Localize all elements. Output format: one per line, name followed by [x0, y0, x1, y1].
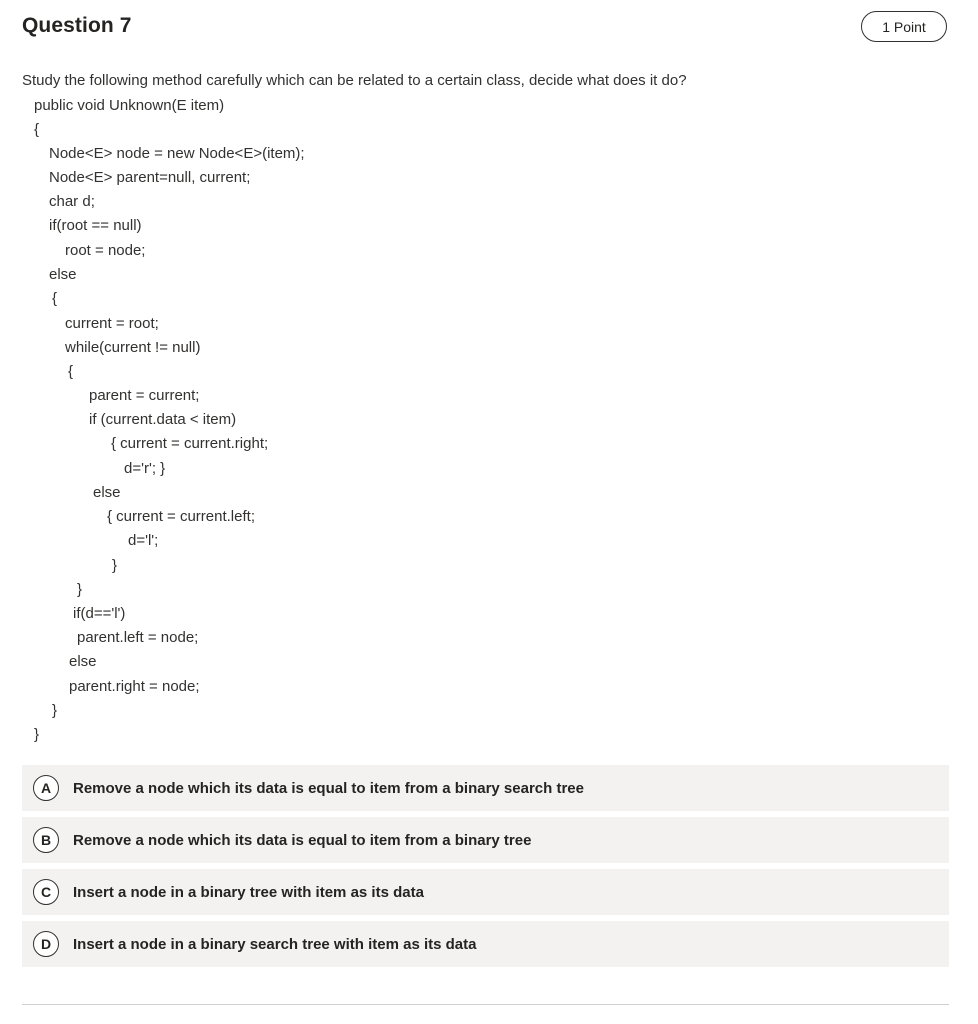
- code-line: while(current != null): [65, 339, 201, 356]
- code-line: if (current.data < item): [89, 411, 237, 428]
- option-d-text: Insert a node in a binary search tree with item as its data: [73, 935, 477, 953]
- option-a-letter: A: [33, 775, 59, 801]
- option-c-text: Insert a node in a binary tree with item as its data: [73, 883, 424, 901]
- code-line: }: [77, 581, 83, 598]
- option-b-text: Remove a node which its data is equal to item from a binary tree: [73, 831, 532, 849]
- code-line: char d;: [49, 193, 95, 210]
- code-line: {: [52, 290, 58, 307]
- code-line: { current = current.right;: [111, 435, 269, 452]
- code-line: }: [52, 702, 58, 719]
- code-line: else: [69, 653, 97, 670]
- option-d-letter: D: [33, 931, 59, 957]
- option-a[interactable]: [22, 765, 949, 811]
- points-badge: 1 Point: [861, 11, 947, 42]
- question-title: Question 7: [22, 14, 132, 37]
- code-line: { current = current.left;: [107, 508, 255, 525]
- code-line: Node<E> node = new Node<E>(item);: [49, 145, 305, 162]
- code-line: }: [34, 726, 40, 743]
- question-prompt: Study the following method carefully which can be related to a certain class, decide what does it do?: [22, 72, 687, 89]
- code-line: if(d=='l'): [73, 605, 126, 622]
- option-b-letter: B: [33, 827, 59, 853]
- code-line: public void Unknown(E item): [34, 97, 225, 114]
- code-line: parent.right = node;: [69, 678, 200, 695]
- code-line: current = root;: [65, 315, 159, 332]
- code-line: else: [93, 484, 121, 501]
- divider: [22, 1004, 949, 1005]
- code-line: }: [112, 557, 118, 574]
- code-line: if(root == null): [49, 217, 142, 234]
- code-line: else: [49, 266, 77, 283]
- code-line: d='r'; }: [124, 460, 166, 477]
- option-a-text: Remove a node which its data is equal to item from a binary search tree: [73, 779, 584, 797]
- option-c-letter: C: [33, 879, 59, 905]
- option-b[interactable]: [22, 817, 949, 863]
- code-line: root = node;: [65, 242, 146, 259]
- option-c[interactable]: [22, 869, 949, 915]
- option-d[interactable]: [22, 921, 949, 967]
- code-line: {: [34, 121, 40, 138]
- code-line: Node<E> parent=null, current;: [49, 169, 251, 186]
- code-line: parent.left = node;: [77, 629, 199, 646]
- code-line: parent = current;: [89, 387, 200, 404]
- code-line: {: [68, 363, 74, 380]
- code-line: d='l';: [128, 532, 159, 549]
